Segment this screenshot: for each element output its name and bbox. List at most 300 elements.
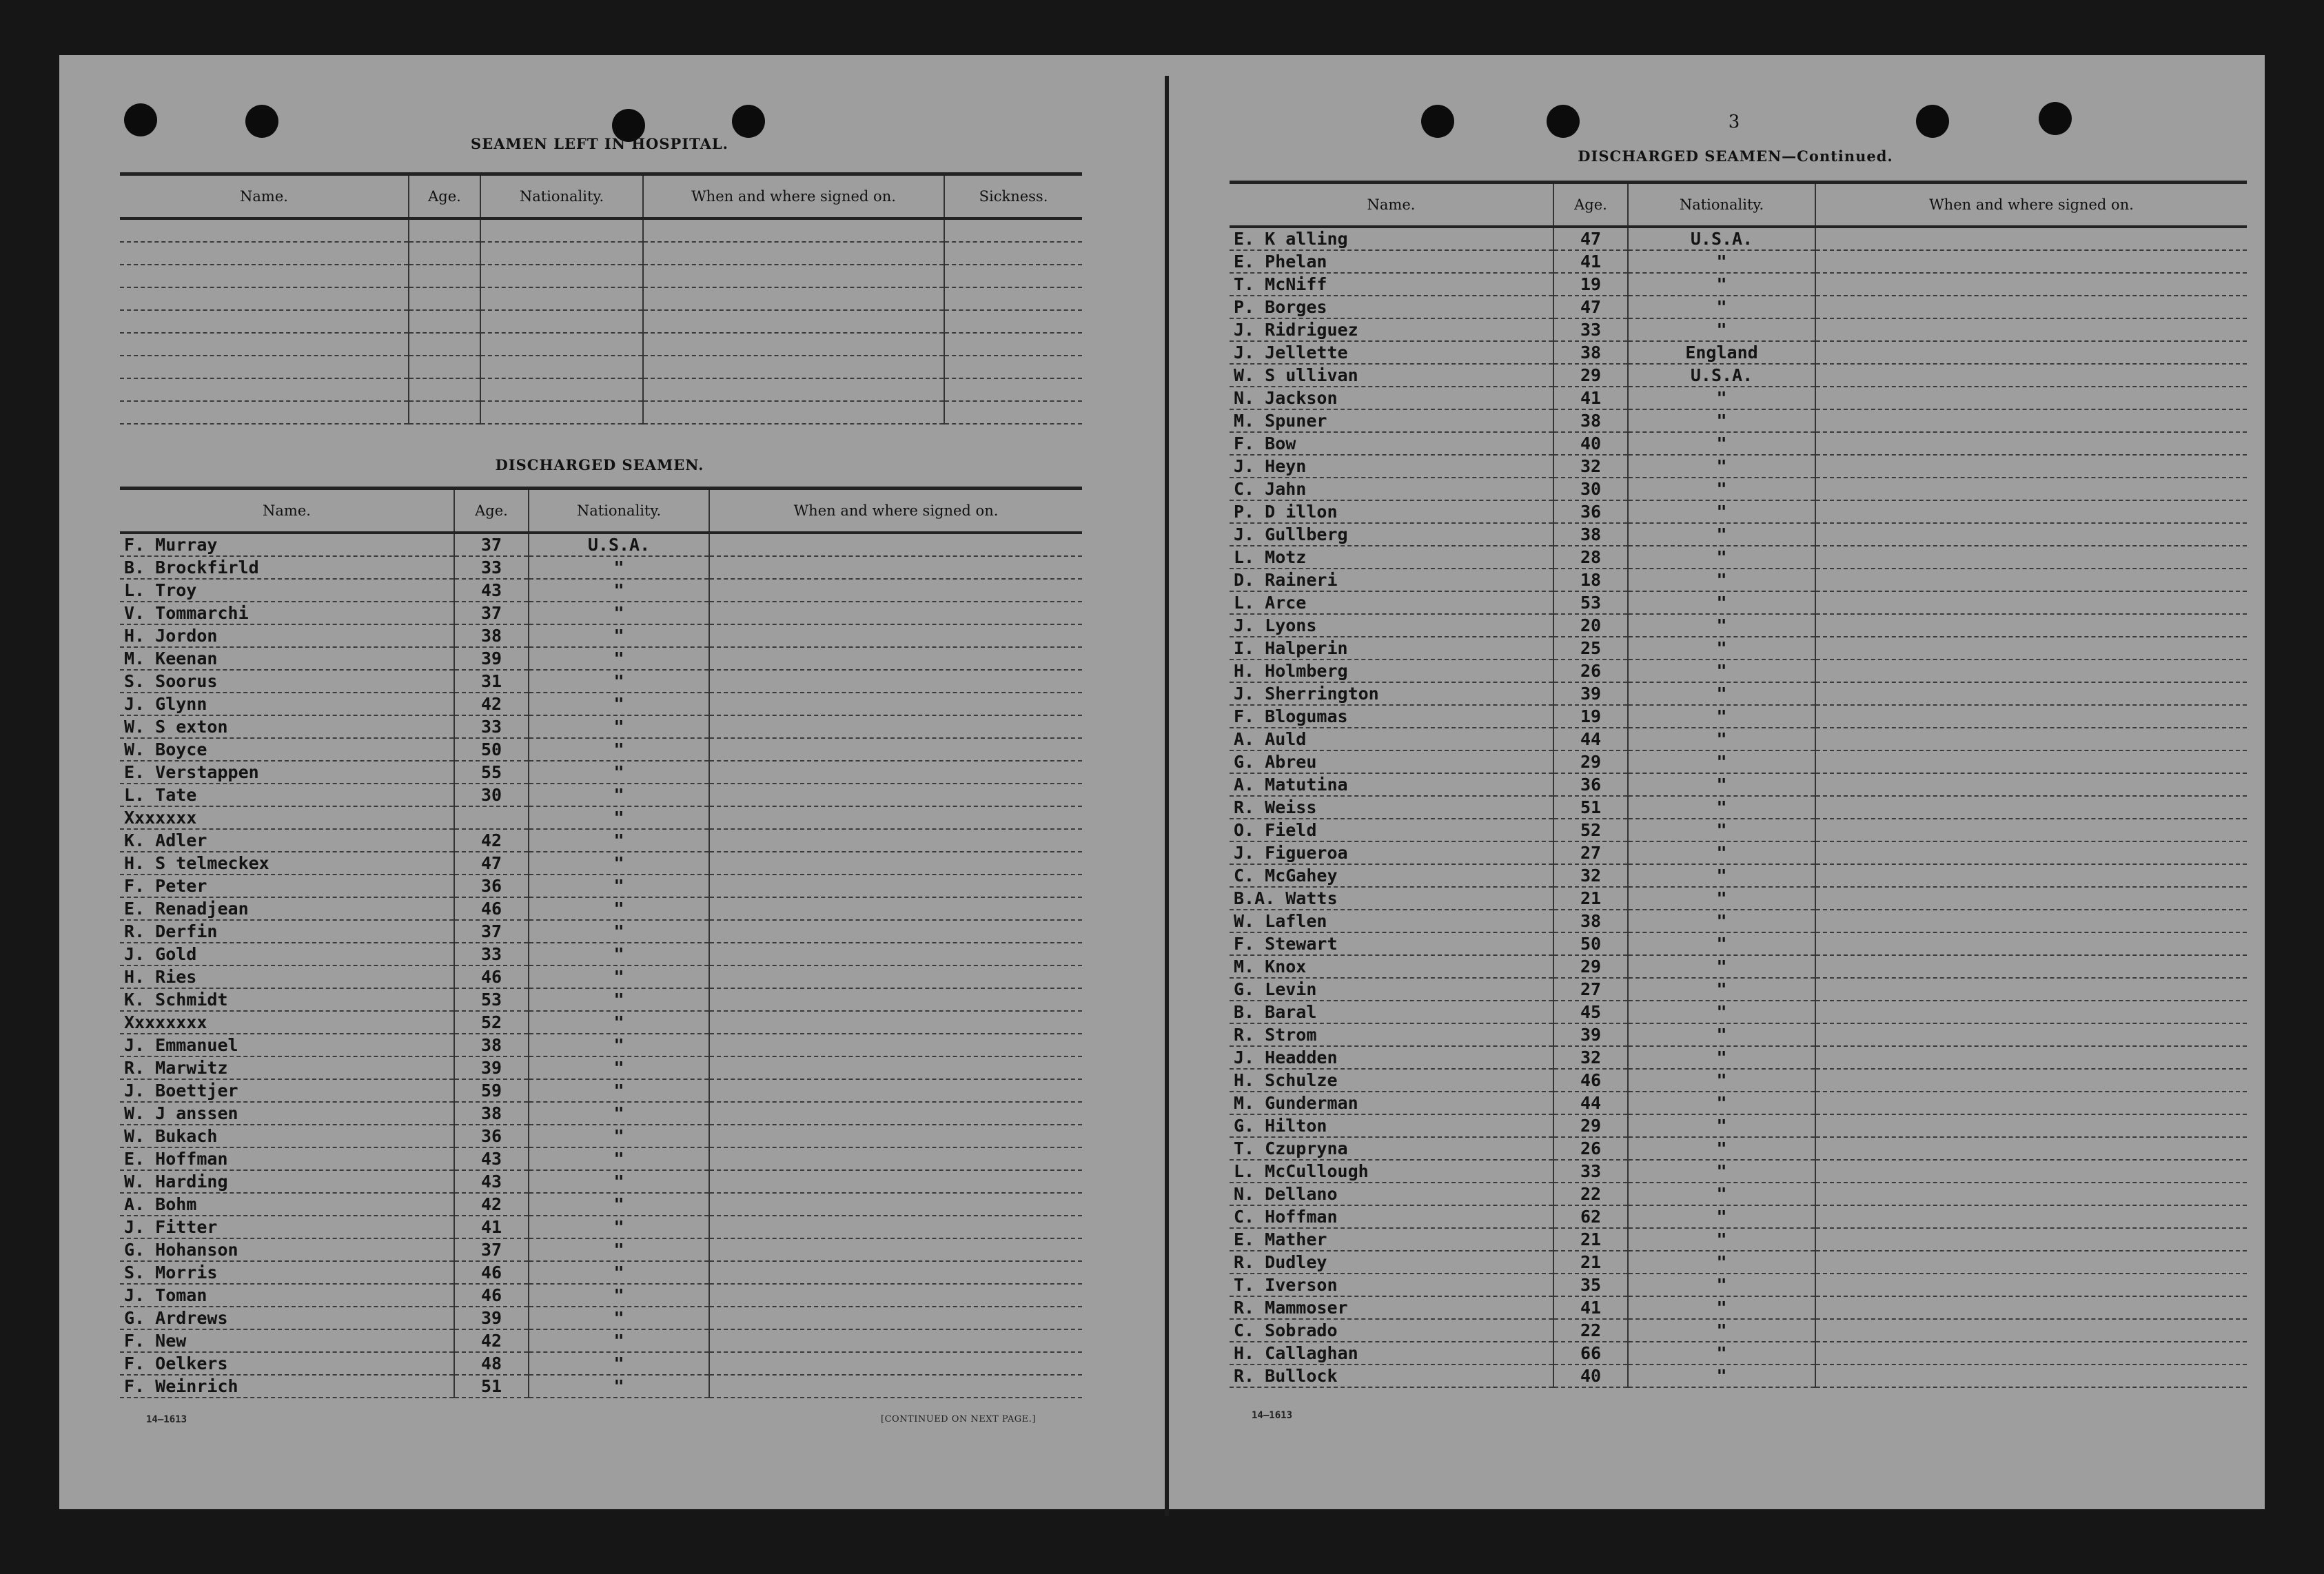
seaman-age: 22 (1553, 1319, 1628, 1342)
seaman-name: J. Boettjer (120, 1079, 454, 1102)
seaman-age: 51 (454, 1375, 529, 1398)
seaman-name: N. Jackson (1230, 387, 1553, 409)
seaman-name: M. Gunderman (1230, 1092, 1553, 1114)
seaman-name: V. Tommarchi (120, 602, 454, 624)
seaman-nationality: " (1628, 682, 1815, 705)
table-row (120, 1329, 1082, 1352)
seaman-age: 62 (1553, 1205, 1628, 1228)
signed-on-cell (709, 829, 1082, 852)
seaman-nationality: " (529, 738, 709, 761)
signed-on-cell (1815, 523, 2247, 546)
signed-on-cell (1815, 910, 2247, 932)
seaman-age: 29 (1553, 955, 1628, 978)
seaman-name: F. Stewart (1230, 932, 1553, 955)
table-row (120, 1125, 1082, 1147)
empty-cell (480, 401, 643, 424)
table-row (1230, 1296, 2247, 1319)
seaman-name: J. Glynn (120, 693, 454, 715)
seaman-name: W. J anssen (120, 1102, 454, 1125)
table-row (1230, 250, 2247, 273)
seaman-name: F. Weinrich (120, 1375, 454, 1398)
seaman-age: 51 (1553, 796, 1628, 819)
seaman-name: J. Sherrington (1230, 682, 1553, 705)
seaman-name: Xxxxxxxx (120, 1011, 454, 1034)
table-row (1230, 387, 2247, 409)
seaman-nationality: " (1628, 978, 1815, 1001)
signed-on-cell (1815, 318, 2247, 341)
table-row (120, 852, 1082, 875)
seaman-age: 43 (454, 1170, 529, 1193)
signed-on-cell (1815, 1319, 2247, 1342)
signed-on-cell (1815, 387, 2247, 409)
seaman-nationality: " (1628, 705, 1815, 728)
empty-cell (409, 242, 480, 265)
table-row (120, 624, 1082, 647)
empty-cell (120, 218, 409, 242)
seaman-nationality: " (1628, 591, 1815, 614)
table-row (1230, 841, 2247, 864)
seaman-nationality: " (529, 1375, 709, 1398)
seaman-nationality: " (1628, 1296, 1815, 1319)
seaman-name: N. Dellano (1230, 1183, 1553, 1205)
seaman-nationality: " (529, 897, 709, 920)
seaman-name: C. Jahn (1230, 478, 1553, 500)
signed-on-cell (709, 556, 1082, 579)
seaman-age: 38 (1553, 341, 1628, 364)
signed-on-cell (709, 1238, 1082, 1261)
seaman-name: W. Bukach (120, 1125, 454, 1147)
seaman-name: R. Dudley (1230, 1251, 1553, 1274)
seaman-nationality: " (529, 647, 709, 670)
signed-on-cell (709, 852, 1082, 875)
table-row (1230, 296, 2247, 318)
seaman-nationality: " (529, 1079, 709, 1102)
column-header: When and where signed on. (643, 174, 944, 219)
seaman-name: C. Sobrado (1230, 1319, 1553, 1342)
table-row (1230, 773, 2247, 796)
seaman-nationality: " (1628, 1092, 1815, 1114)
seaman-name: T. McNiff (1230, 273, 1553, 296)
seaman-name: W. Laflen (1230, 910, 1553, 932)
seaman-nationality: England (1628, 341, 1815, 364)
seaman-name: L. McCullough (1230, 1160, 1553, 1183)
table-row (1230, 887, 2247, 910)
seaman-name: K. Adler (120, 829, 454, 852)
seaman-age: 36 (454, 1125, 529, 1147)
seaman-name: J. Heyn (1230, 455, 1553, 478)
table-row (120, 1307, 1082, 1329)
continued-note: [CONTINUED ON NEXT PAGE.] (881, 1414, 1036, 1424)
signed-on-cell (1815, 409, 2247, 432)
seaman-name: E. Verstappen (120, 761, 454, 784)
seaman-age: 22 (1553, 1183, 1628, 1205)
seaman-age: 31 (454, 670, 529, 693)
seaman-nationality: " (529, 920, 709, 943)
seaman-age: 38 (454, 624, 529, 647)
page-number: 3 (1728, 112, 1740, 132)
table-row (1230, 932, 2247, 955)
empty-cell (120, 287, 409, 310)
empty-cell (409, 401, 480, 424)
signed-on-cell (1815, 614, 2247, 637)
column-header: Nationality. (480, 174, 643, 219)
table-row (1230, 1274, 2247, 1296)
discharged-table-right (1230, 181, 2247, 1388)
seaman-age: 38 (454, 1102, 529, 1125)
empty-cell (120, 378, 409, 401)
signed-on-cell (1815, 978, 2247, 1001)
table-row (120, 1102, 1082, 1125)
signed-on-cell (709, 624, 1082, 647)
signed-on-cell (709, 1261, 1082, 1284)
seaman-nationality: " (1628, 432, 1815, 455)
signed-on-cell (1815, 1046, 2247, 1069)
discharged-table-left (120, 487, 1082, 1398)
table-row (1230, 819, 2247, 841)
seaman-name: S. Soorus (120, 670, 454, 693)
seaman-age: 37 (454, 1238, 529, 1261)
column-header: Age. (409, 174, 480, 219)
seaman-nationality: " (529, 1102, 709, 1125)
seaman-nationality: " (1628, 1114, 1815, 1137)
seaman-nationality: " (1628, 1023, 1815, 1046)
table-row (120, 1056, 1082, 1079)
seaman-name: J. Lyons (1230, 614, 1553, 637)
seaman-nationality: " (529, 1329, 709, 1352)
seaman-age: 32 (1553, 864, 1628, 887)
seaman-age: 21 (1553, 1251, 1628, 1274)
seaman-age: 36 (454, 875, 529, 897)
seaman-nationality: " (1628, 1205, 1815, 1228)
table-row (1230, 796, 2247, 819)
seaman-age: 52 (454, 1011, 529, 1034)
signed-on-cell (1815, 796, 2247, 819)
signed-on-cell (709, 965, 1082, 988)
seaman-name: H. Schulze (1230, 1069, 1553, 1092)
seaman-age: 39 (1553, 1023, 1628, 1046)
table-row (120, 670, 1082, 693)
seaman-age: 53 (1553, 591, 1628, 614)
signed-on-cell (709, 1056, 1082, 1079)
seaman-name: J. Ridriguez (1230, 318, 1553, 341)
seaman-nationality: " (529, 602, 709, 624)
seaman-name: C. McGahey (1230, 864, 1553, 887)
empty-cell (944, 310, 1082, 333)
seaman-nationality: " (1628, 250, 1815, 273)
seaman-age: 55 (454, 761, 529, 784)
seaman-nationality: " (1628, 296, 1815, 318)
seaman-age: 41 (1553, 1296, 1628, 1319)
signed-on-cell (1815, 250, 2247, 273)
signed-on-cell (1815, 819, 2247, 841)
signed-on-cell (1815, 1274, 2247, 1296)
seaman-age: 27 (1553, 978, 1628, 1001)
table-row (120, 920, 1082, 943)
seaman-age: 37 (454, 533, 529, 556)
signed-on-cell (1815, 955, 2247, 978)
seaman-name: J. Gold (120, 943, 454, 965)
seaman-nationality: " (529, 1147, 709, 1170)
table-row (120, 715, 1082, 738)
signed-on-cell (709, 1011, 1082, 1034)
discharged-continued-title: DISCHARGED SEAMEN—Continued. (1578, 147, 1893, 165)
signed-on-cell (1815, 1228, 2247, 1251)
seaman-name: W. Harding (120, 1170, 454, 1193)
seaman-name: R. Strom (1230, 1023, 1553, 1046)
seaman-name: J. Gullberg (1230, 523, 1553, 546)
seaman-nationality: " (529, 943, 709, 965)
table-row (1230, 955, 2247, 978)
table-row (1230, 1069, 2247, 1092)
seaman-age: 36 (1553, 773, 1628, 796)
table-row (1230, 637, 2247, 660)
signed-on-cell (1815, 1001, 2247, 1023)
empty-cell (120, 310, 409, 333)
table-row (1230, 364, 2247, 387)
seaman-age: 42 (454, 829, 529, 852)
seaman-nationality: " (1628, 637, 1815, 660)
column-header: Age. (1553, 183, 1628, 227)
table-row (1230, 1160, 2247, 1183)
table-row (120, 265, 1082, 287)
signed-on-cell (1815, 1023, 2247, 1046)
seaman-nationality: " (529, 1125, 709, 1147)
signed-on-cell (1815, 841, 2247, 864)
table-row (120, 965, 1082, 988)
seaman-nationality: " (529, 1170, 709, 1193)
table-row (120, 693, 1082, 715)
seaman-nationality: " (529, 875, 709, 897)
signed-on-cell (1815, 591, 2247, 614)
signed-on-cell (1815, 660, 2247, 682)
seaman-nationality: " (529, 670, 709, 693)
seaman-name: R. Marwitz (120, 1056, 454, 1079)
signed-on-cell (1815, 227, 2247, 250)
signed-on-cell (709, 647, 1082, 670)
seaman-age: 33 (454, 715, 529, 738)
table-row (120, 242, 1082, 265)
seaman-nationality: " (529, 1284, 709, 1307)
seaman-name: G. Abreu (1230, 750, 1553, 773)
seaman-nationality: " (1628, 478, 1815, 500)
signed-on-cell (709, 1216, 1082, 1238)
seaman-name: A. Bohm (120, 1193, 454, 1216)
seaman-age: 29 (1553, 364, 1628, 387)
seaman-age: 43 (454, 579, 529, 602)
seaman-age: 52 (1553, 819, 1628, 841)
seaman-nationality: " (1628, 569, 1815, 591)
seaman-name: D. Raineri (1230, 569, 1553, 591)
signed-on-cell (1815, 455, 2247, 478)
table-row (1230, 478, 2247, 500)
seaman-nationality: " (1628, 614, 1815, 637)
seaman-name: M. Spuner (1230, 409, 1553, 432)
table-row (1230, 432, 2247, 455)
empty-cell (480, 378, 643, 401)
seaman-age: 43 (454, 1147, 529, 1170)
table-row (120, 1079, 1082, 1102)
table-row (1230, 1319, 2247, 1342)
table-row (120, 218, 1082, 242)
table-row (1230, 409, 2247, 432)
seaman-nationality: U.S.A. (1628, 364, 1815, 387)
seaman-age: 41 (454, 1216, 529, 1238)
column-header: Sickness. (944, 174, 1082, 219)
table-row (1230, 1092, 2247, 1114)
table-row (120, 533, 1082, 556)
signed-on-cell (1815, 682, 2247, 705)
seaman-nationality: " (529, 829, 709, 852)
signed-on-cell (709, 1147, 1082, 1170)
empty-cell (480, 310, 643, 333)
table-row (1230, 705, 2247, 728)
table-row (120, 1261, 1082, 1284)
seaman-name: E. Renadjean (120, 897, 454, 920)
column-header: Name. (1230, 183, 1553, 227)
seaman-nationality: " (1628, 1046, 1815, 1069)
column-header: Nationality. (529, 489, 709, 533)
seaman-name: H. Jordon (120, 624, 454, 647)
seaman-nationality: " (1628, 1137, 1815, 1160)
seaman-name: E. K alling (1230, 227, 1553, 250)
seaman-age: 59 (454, 1079, 529, 1102)
signed-on-cell (1815, 637, 2247, 660)
seaman-age: 21 (1553, 1228, 1628, 1251)
table-row (120, 806, 1082, 829)
seaman-age: 39 (1553, 682, 1628, 705)
empty-cell (643, 265, 944, 287)
signed-on-cell (709, 1284, 1082, 1307)
empty-cell (944, 333, 1082, 356)
table-row (120, 1238, 1082, 1261)
signed-on-cell (709, 602, 1082, 624)
empty-cell (643, 356, 944, 378)
seaman-age: 50 (454, 738, 529, 761)
empty-cell (944, 401, 1082, 424)
seaman-age: 38 (1553, 523, 1628, 546)
seaman-nationality: " (1628, 796, 1815, 819)
hospital-table (120, 172, 1082, 425)
seaman-nationality: " (529, 1011, 709, 1034)
seaman-nationality: " (1628, 1251, 1815, 1274)
empty-cell (120, 265, 409, 287)
seaman-name: M. Knox (1230, 955, 1553, 978)
table-row (1230, 910, 2247, 932)
signed-on-cell (1815, 728, 2247, 750)
signed-on-cell (1815, 478, 2247, 500)
seaman-age: 45 (1553, 1001, 1628, 1023)
seaman-age: 46 (454, 1284, 529, 1307)
seaman-age: 26 (1553, 1137, 1628, 1160)
table-row (120, 761, 1082, 784)
seaman-age: 39 (454, 1056, 529, 1079)
seaman-nationality: " (1628, 864, 1815, 887)
signed-on-cell (1815, 500, 2247, 523)
seaman-name: Xxxxxxx (120, 806, 454, 829)
seaman-name: J. Emmanuel (120, 1034, 454, 1056)
seaman-name: J. Figueroa (1230, 841, 1553, 864)
seaman-age: 26 (1553, 660, 1628, 682)
seaman-nationality: " (529, 784, 709, 806)
seaman-nationality: " (529, 556, 709, 579)
seaman-age: 18 (1553, 569, 1628, 591)
empty-cell (944, 218, 1082, 242)
seaman-name: P. Borges (1230, 296, 1553, 318)
seaman-name: O. Field (1230, 819, 1553, 841)
table-row (120, 1147, 1082, 1170)
seaman-nationality: " (1628, 1319, 1815, 1342)
signed-on-cell (1815, 750, 2247, 773)
empty-cell (480, 218, 643, 242)
signed-on-cell (709, 1034, 1082, 1056)
empty-cell (643, 378, 944, 401)
seaman-name: G. Levin (1230, 978, 1553, 1001)
empty-cell (643, 218, 944, 242)
signed-on-cell (709, 670, 1082, 693)
seaman-age: 53 (454, 988, 529, 1011)
seaman-nationality: U.S.A. (529, 533, 709, 556)
table-row (120, 401, 1082, 424)
seaman-nationality: " (529, 1238, 709, 1261)
signed-on-cell (1815, 546, 2247, 569)
seaman-nationality: " (529, 1193, 709, 1216)
table-row (120, 333, 1082, 356)
seaman-age: 44 (1553, 1092, 1628, 1114)
signed-on-cell (1815, 1205, 2247, 1228)
signed-on-cell (1815, 773, 2247, 796)
seaman-nationality: " (529, 1307, 709, 1329)
seaman-age: 38 (1553, 409, 1628, 432)
table-row (1230, 1046, 2247, 1069)
column-header: When and where signed on. (1815, 183, 2247, 227)
seaman-age: 33 (454, 556, 529, 579)
seaman-age: 29 (1553, 750, 1628, 773)
seaman-age: 46 (1553, 1069, 1628, 1092)
seaman-age: 42 (454, 1329, 529, 1352)
table-row (1230, 682, 2247, 705)
seaman-name: G. Ardrews (120, 1307, 454, 1329)
table-row (1230, 1114, 2247, 1137)
seaman-nationality: " (1628, 887, 1815, 910)
signed-on-cell (709, 761, 1082, 784)
seaman-age: 46 (454, 897, 529, 920)
right-page (1169, 0, 2324, 1574)
signed-on-cell (709, 875, 1082, 897)
signed-on-cell (709, 1193, 1082, 1216)
seaman-nationality: " (529, 624, 709, 647)
signed-on-cell (709, 784, 1082, 806)
seaman-nationality: " (1628, 728, 1815, 750)
signed-on-cell (709, 1170, 1082, 1193)
table-row (1230, 1137, 2247, 1160)
seaman-name: K. Schmidt (120, 988, 454, 1011)
seaman-nationality: " (1628, 1228, 1815, 1251)
seaman-name: F. New (120, 1329, 454, 1352)
seaman-age: 40 (1553, 432, 1628, 455)
seaman-age: 42 (454, 693, 529, 715)
signed-on-cell (1815, 864, 2247, 887)
signed-on-cell (1815, 1296, 2247, 1319)
seaman-nationality: " (1628, 955, 1815, 978)
seaman-name: F. Oelkers (120, 1352, 454, 1375)
seaman-name: R. Mammoser (1230, 1296, 1553, 1319)
seaman-age: 47 (454, 852, 529, 875)
table-row (120, 1216, 1082, 1238)
seaman-age: 30 (454, 784, 529, 806)
signed-on-cell (709, 1102, 1082, 1125)
signed-on-cell (709, 897, 1082, 920)
table-row (120, 897, 1082, 920)
